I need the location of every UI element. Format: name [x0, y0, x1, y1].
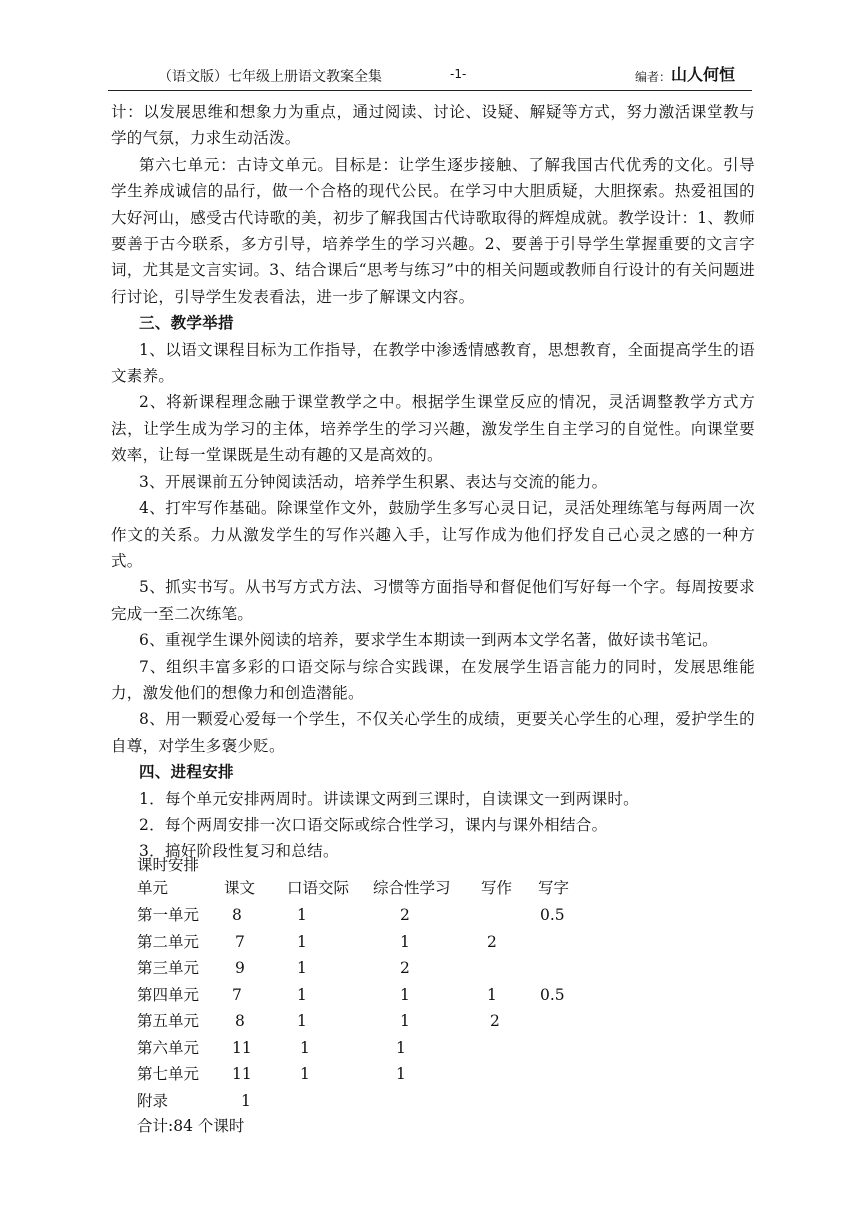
table-cell: 11 [232, 1038, 252, 1057]
table-cell: 9 [235, 959, 245, 977]
table-cell: 2 [400, 959, 410, 977]
table-cell: 2 [400, 906, 410, 924]
author-name: 山人何恒 [671, 65, 736, 84]
table-cell: 2 [490, 1012, 500, 1030]
table-cell: 8 [235, 1012, 245, 1030]
table-header-cell: 综合性学习 [373, 879, 451, 897]
table-row-label: 第三单元 [137, 959, 200, 977]
table-header-cell: 口语交际 [287, 879, 350, 897]
table-cell: 11 [232, 1065, 252, 1083]
table-cell: 7 [232, 985, 242, 1004]
table-cell: 1 [297, 959, 307, 977]
table-cell: 1 [400, 1012, 410, 1030]
table-cell: 8 [232, 906, 242, 924]
list-item: 2．每个两周安排一次口语交际或综合性学习，课内与课外相结合。 [139, 815, 608, 834]
table-cell: 1 [396, 1065, 406, 1083]
table-row-label: 第六单元 [137, 1038, 200, 1057]
section-heading: 三、教学举措 [139, 314, 234, 333]
table-header-cell: 单元 [137, 879, 169, 897]
table-row-label: 第五单元 [137, 1012, 200, 1030]
table-header-cell: 课文 [224, 879, 256, 897]
paragraph: 2、将新课程理念融于课堂教学之中。根据学生课堂反应的情况，灵活调整教学方式方法，让学生成为学习的主体，培养学生的学习兴趣，激发学生自主学习的自觉性。向课堂要效率，让每一堂课既是生动有趣的又是高效的。 [111, 393, 755, 465]
table-cell: 1 [396, 1038, 406, 1057]
table-cell: 7 [235, 932, 245, 951]
page-number: -1- [450, 67, 467, 81]
document-title: （语文版）七年级上册语文教案全集 [158, 69, 382, 85]
paragraph: 第六七单元：古诗文单元。目标是：让学生逐步接触、了解我国古代优秀的文化。引导学生养成诚信的品行，做一个合格的现代公民。在学习中大胆质疑，大胆探索。热爱祖国的大好河山，感受古代诗歌的美，初步了解我国古代诗歌取得的辉煌成就。教学设计：1、教师要善于古今联系，多方引导，培养学生的学习兴趣。2、要善于引导学生掌握重要的文言字词，尤其是文言实词。3、结合课后“思考与练习”中的相关问题或教师自行设计的有关问题进行讨论，引导学生发表看法，进一步了解课文内容。 [111, 155, 755, 306]
table-cell: 2 [487, 932, 497, 951]
paragraph: 8、用一颗爱心爱每一个学生，不仅关心学生的成绩，更要关心学生的心理，爱护学生的自尊，对学生多褒少贬。 [111, 710, 755, 755]
table-row-label: 附录 [137, 1091, 169, 1110]
paragraph: 1、以语文课程目标为工作指导，在教学中渗透情感教育，思想教育，全面提高学生的语文素养。 [111, 340, 755, 386]
table-cell: 1 [241, 1091, 251, 1110]
editor-label: 编者： [635, 70, 672, 84]
table-row-label: 第四单元 [137, 985, 200, 1004]
table-cell: 1 [300, 1065, 310, 1083]
list-item: 3．搞好阶段性复习和总结。 [139, 842, 339, 861]
schedule-title: 课时安排 [137, 856, 200, 874]
table-cell: 0.5 [540, 906, 565, 924]
table-cell: 1 [487, 985, 497, 1004]
table-cell: 1 [400, 985, 410, 1004]
schedule-total: 合计:84 个课时 [137, 1117, 245, 1135]
body-text [111, 99, 755, 865]
table-cell: 1 [297, 932, 307, 951]
table-cell: 1 [297, 985, 307, 1004]
table-cell: 1 [297, 1012, 307, 1030]
section-heading: 四、进程安排 [139, 763, 234, 782]
list-item: 1．每个单元安排两周时。讲读课文两到三课时，自读课文一到两课时。 [139, 789, 639, 808]
paragraph: 3、开展课前五分钟阅读活动，培养学生积累、表达与交流的能力。 [139, 472, 608, 491]
table-cell: 1 [400, 932, 410, 951]
table-header-cell: 写作 [481, 879, 513, 897]
table-row-label: 第七单元 [137, 1065, 200, 1083]
table-cell: 1 [297, 906, 307, 924]
paragraph: 5、抓实书写。从书写方式方法、习惯等方面指导和督促他们写好每一个字。每周按要求完成一至二次练笔。 [111, 578, 755, 623]
paragraph: 4、打牢写作基础。除课堂作文外，鼓励学生多写心灵日记，灵活处理练笔与每两周一次作文的关系。力从激发学生的写作兴趣入手，让写作成为他们抒发自己心灵之感的一种方式。 [111, 499, 755, 570]
table-cell: 1 [300, 1038, 310, 1057]
table-row-label: 第二单元 [137, 932, 200, 951]
table-header-cell: 写字 [538, 879, 570, 897]
page-header [108, 62, 752, 91]
paragraph: 6、重视学生课外阅读的培养，要求学生本期读一到两本文学名著，做好读书笔记。 [139, 631, 718, 650]
paragraph: 计：以发展思维和想象力为重点，通过阅读、讨论、设疑、解疑等方式，努力激活课堂教与学的气氛，力求生动活泼。 [111, 103, 755, 148]
table-cell: 0.5 [540, 985, 565, 1004]
table-row-label: 第一单元 [137, 906, 200, 924]
paragraph: 7、组织丰富多彩的口语交际与综合实践课，在发展学生语言能力的同时，发展思维能力，激发他们的想像力和创造潜能。 [111, 657, 755, 702]
